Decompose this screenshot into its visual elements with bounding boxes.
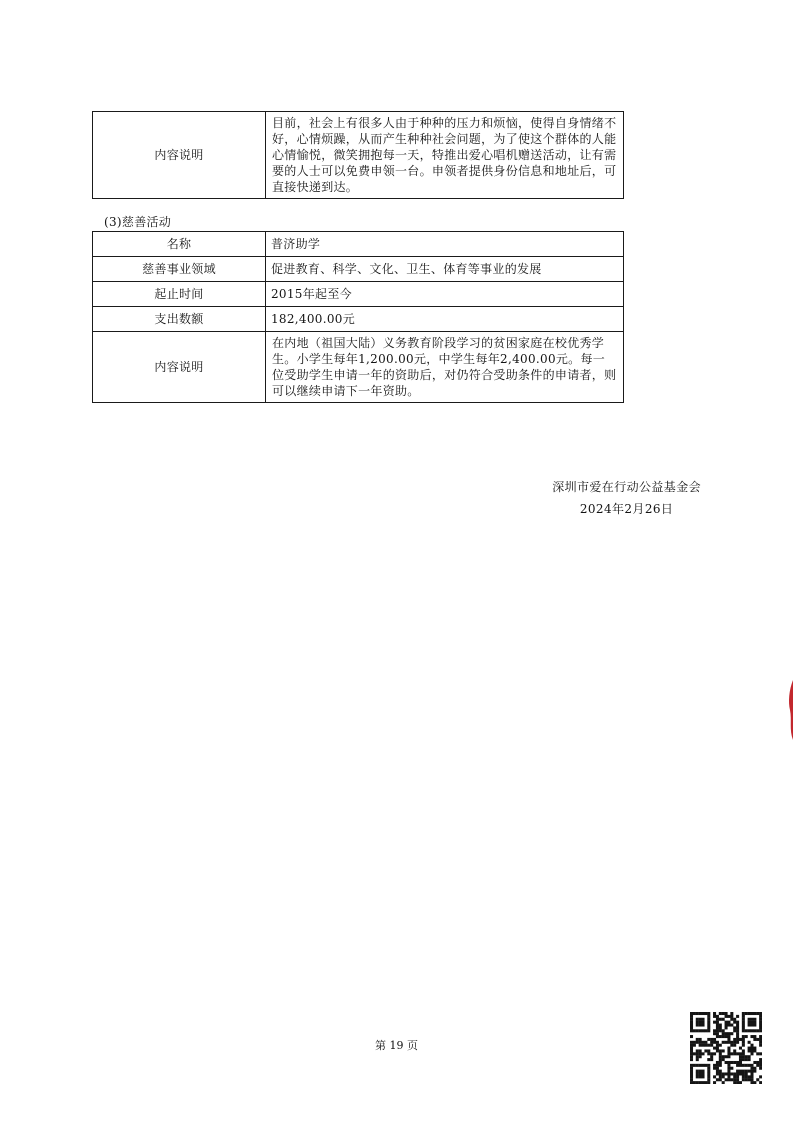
charity-activity-table [92, 231, 624, 403]
row-value: 目前，社会上有很多人由于种种的压力和烦恼，使得自身情绪不好，心情烦躁，从而产生种种社会问题，为了使这个群体的人能心情愉悦，微笑拥抱每一天，特推出爱心唱机赠送活动，让有需要的人士可以免费申领一台。申领者提供身份信息和地址后，可直接快递到达。 [266, 112, 624, 199]
table-row [93, 307, 624, 332]
row-value: 普济助学 [266, 232, 624, 257]
table-row [93, 112, 624, 199]
content-description-table [92, 111, 624, 199]
table-row [93, 332, 624, 403]
qr-code-icon [690, 1012, 762, 1084]
seal-edge-mark [787, 680, 793, 740]
signature-date: 2024年2月26日 [579, 502, 674, 516]
table-row [93, 232, 624, 257]
row-label: 内容说明 [93, 112, 266, 199]
row-label: 名称 [93, 232, 266, 257]
row-label: 内容说明 [93, 332, 266, 403]
row-value: 在内地（祖国大陆）义务教育阶段学习的贫困家庭在校优秀学生。小学生每年1,200.00元，中学生每年2,400.00元。每一位受助学生申请一年的资助后，对仍符合受助条件的申请者，则可以继续申请下一年资助。 [266, 332, 624, 403]
row-label: 慈善事业领域 [93, 257, 266, 282]
table-row [93, 257, 624, 282]
organization-name: 深圳市爱在行动公益基金会 [552, 480, 701, 494]
table-row [93, 282, 624, 307]
signature-block [552, 476, 701, 520]
row-label: 支出数额 [93, 307, 266, 332]
row-label: 起止时间 [93, 282, 266, 307]
row-value: 促进教育、科学、文化、卫生、体育等事业的发展 [266, 257, 624, 282]
page-number: 第 19 页 [375, 1039, 418, 1052]
row-value: 182,400.00元 [266, 307, 624, 332]
row-value: 2015年起至今 [266, 282, 624, 307]
section-heading: (3)慈善活动 [104, 215, 172, 229]
